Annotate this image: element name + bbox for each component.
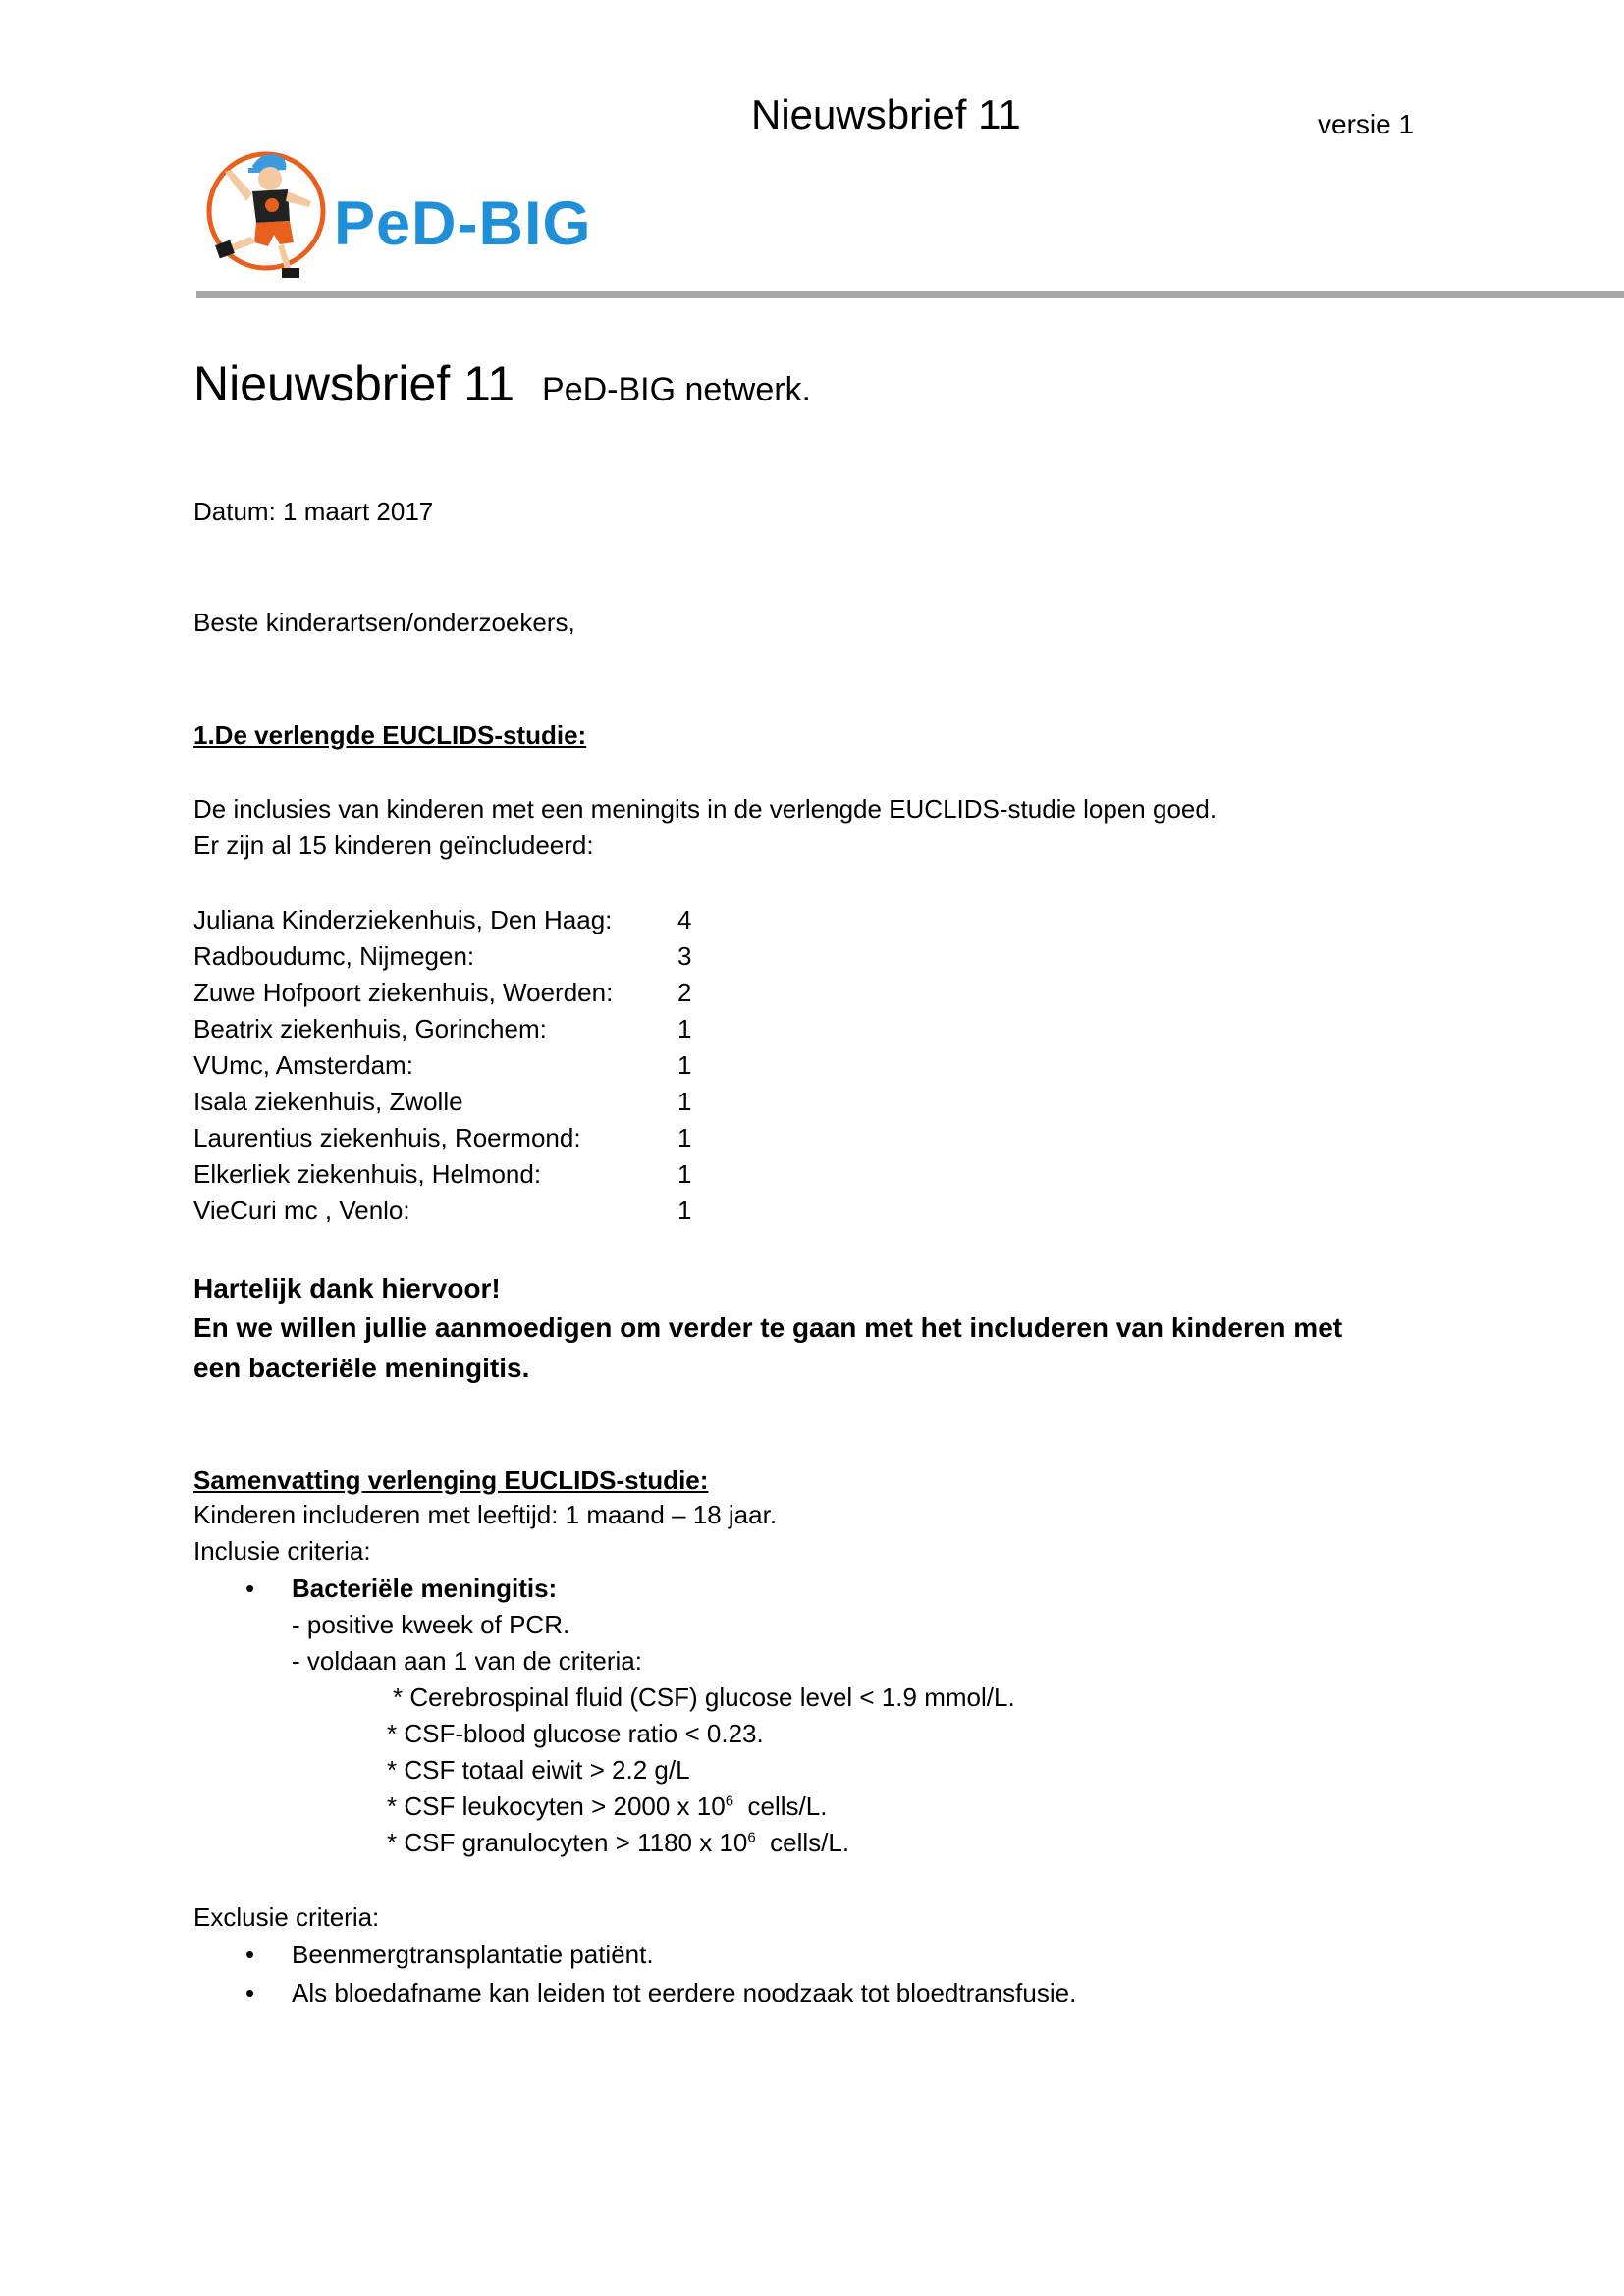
inclusion-sub1: - positive kweek of PCR. <box>292 1610 570 1639</box>
hospital-name: Elkerliek ziekenhuis, Helmond: <box>193 1159 542 1189</box>
exclusion-item: Als bloedafname kan leiden tot eerdere noodzaak tot bloedtransfusie. <box>292 1978 1077 2007</box>
hospital-name: VieCuri mc , Venlo: <box>193 1196 410 1225</box>
criterion-csf-glucose: * Cerebrospinal fluid (CSF) glucose level < 1.9 mmol/L. <box>393 1682 1015 1712</box>
hospital-count: 1 <box>677 1050 692 1080</box>
inclusion-label: Inclusie criteria: <box>193 1536 371 1566</box>
newsletter-title-main: Nieuwsbrief 11 <box>193 356 515 411</box>
thanks-line3: een bacteriële meningitis. <box>193 1353 530 1383</box>
date-line: Datum: 1 maart 2017 <box>193 497 434 526</box>
bullet-icon: • <box>245 1940 255 1969</box>
section1-intro-line1: De inclusies van kinderen met een meningits in de verlengde EUCLIDS-studie lopen goed. <box>193 794 1218 824</box>
logo-shorts <box>254 221 294 246</box>
hospital-name: Isala ziekenhuis, Zwolle <box>193 1087 463 1116</box>
header-divider <box>196 291 1624 298</box>
hospital-count: 1 <box>677 1014 692 1043</box>
hospital-count: 2 <box>677 978 692 1007</box>
bullet-icon: • <box>245 1978 255 2007</box>
hospital-count: 4 <box>677 905 692 934</box>
hospital-count: 1 <box>677 1196 692 1225</box>
section1-heading: 1.De verlengde EUCLIDS-studie: <box>193 721 587 750</box>
table-row <box>193 943 881 973</box>
header-title: Nieuwsbrief 11 <box>751 91 1021 137</box>
criterion-csf-granulocytes <box>387 1830 849 1855</box>
hospital-count: 1 <box>677 1123 692 1152</box>
summary-age-line: Kinderen includeren met leeftijd: 1 maand – 18 jaar. <box>193 1500 778 1529</box>
bullet-icon: • <box>245 1574 255 1603</box>
newsletter-subtitle: PeD-BIG netwerk. <box>542 371 811 408</box>
criterion-text: * CSF granulocyten > 1180 x 10 <box>387 1828 748 1857</box>
table-row <box>193 1089 881 1118</box>
hospital-name: Laurentius ziekenhuis, Roermond: <box>193 1123 581 1152</box>
criterion-csf-leukocytes <box>387 1793 827 1819</box>
hospital-name: Beatrix ziekenhuis, Gorinchem: <box>193 1014 547 1043</box>
thanks-line2: En we willen jullie aanmoedigen om verder te gaan met het includeren van kinderen met <box>193 1312 1343 1343</box>
criterion-text: * CSF leukocyten > 2000 x 10 <box>387 1791 726 1821</box>
table-row <box>193 1125 881 1154</box>
table-row <box>193 1198 881 1227</box>
hospital-name: Zuwe Hofpoort ziekenhuis, Woerden: <box>193 978 614 1007</box>
criterion-exponent: 6 <box>747 1829 756 1846</box>
hospital-count: 1 <box>677 1087 692 1116</box>
table-row <box>193 1016 881 1045</box>
section1-intro-line2: Er zijn al 15 kinderen geïncludeerd: <box>193 830 594 860</box>
table-row <box>193 907 881 936</box>
criterion-unit: cells/L. <box>733 1791 828 1821</box>
summary-heading: Samenvatting verlenging EUCLIDS-studie: <box>193 1466 709 1495</box>
exclusion-item: Beenmergtransplantatie patiënt. <box>292 1940 654 1969</box>
newsletter-title <box>193 356 811 411</box>
criterion-unit: cells/L. <box>755 1828 850 1857</box>
header-version: versie 1 <box>1318 109 1415 139</box>
table-row <box>193 1161 881 1191</box>
criterion-csf-blood-ratio: * CSF-blood glucose ratio < 0.23. <box>387 1719 764 1748</box>
criterion-csf-protein: * CSF totaal eiwit > 2.2 g/L <box>387 1755 690 1785</box>
hospital-name: Radboudumc, Nijmegen: <box>193 941 475 971</box>
logo-text: PeD-BIG <box>334 189 592 258</box>
table-row <box>193 980 881 1009</box>
exclusion-label: Exclusie criteria: <box>193 1902 380 1932</box>
criterion-exponent: 6 <box>725 1792 734 1810</box>
table-row <box>193 1052 881 1082</box>
greeting: Beste kinderartsen/onderzoekers, <box>193 608 575 637</box>
inclusion-bullet: Bacteriële meningitis: <box>292 1574 558 1603</box>
hospital-name: Juliana Kinderziekenhuis, Den Haag: <box>193 905 613 934</box>
thanks-line1: Hartelijk dank hiervoor! <box>193 1273 501 1304</box>
hospital-name: VUmc, Amsterdam: <box>193 1050 413 1080</box>
inclusion-sub2: - voldaan aan 1 van de criteria: <box>292 1646 642 1676</box>
hospital-count: 1 <box>677 1159 692 1189</box>
hospital-count: 3 <box>677 941 692 971</box>
